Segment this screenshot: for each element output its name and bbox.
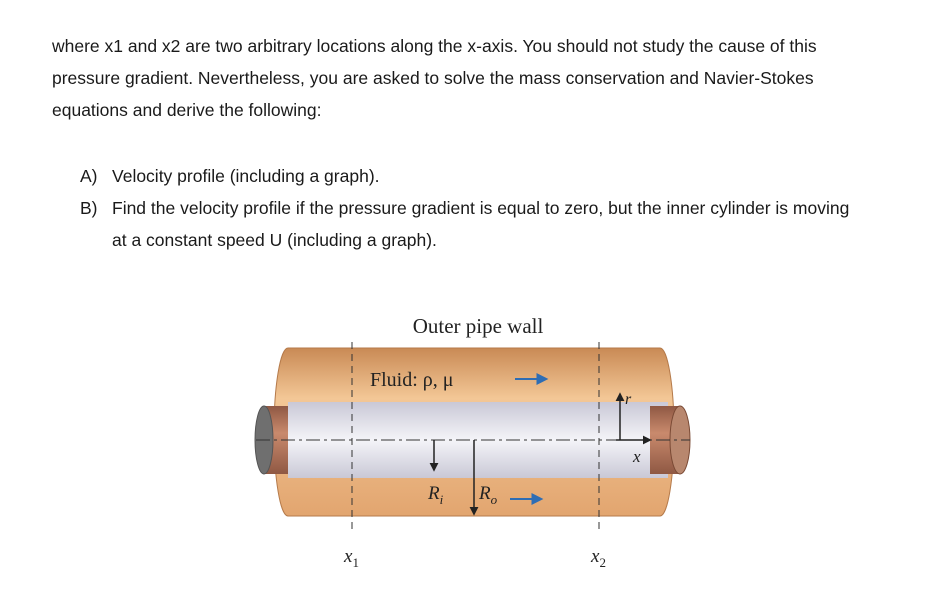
- paragraph-line: pressure gradient. Nevertheless, you are asked to solve the mass conservation and Navier-Stokes: [52, 68, 814, 88]
- paragraph-line: where x1 and x2 are two arbitrary locations along the x-axis. You should not study the cause of this: [52, 36, 817, 56]
- task-marker: B): [80, 198, 98, 218]
- x-axis-label: x: [633, 447, 641, 466]
- task-item-a: [80, 160, 910, 192]
- paragraph-line: equations and derive the following:: [52, 100, 322, 120]
- problem-paragraph: [52, 30, 902, 126]
- x1-label: $x_1$: [344, 546, 359, 570]
- r-label: r: [625, 391, 632, 408]
- task-list: [80, 160, 910, 256]
- task-line: at a constant speed U (including a graph).: [112, 230, 437, 250]
- ro-label: $R_o$: [479, 483, 498, 507]
- ri-label: $R_i$: [428, 483, 444, 507]
- task-item-b: [80, 192, 910, 256]
- task-marker: A): [80, 166, 98, 186]
- x2-label: $x_2$: [591, 546, 606, 570]
- task-line: Find the velocity profile if the pressure gradient is equal to zero, but the inner cylinder is moving: [112, 198, 850, 218]
- task-line: Velocity profile (including a graph).: [112, 166, 380, 186]
- outer-pipe-label: Outer pipe wall: [412, 314, 544, 338]
- annulus-figure: [250, 300, 700, 590]
- fluid-label: Fluid: ρ, μ: [370, 369, 454, 391]
